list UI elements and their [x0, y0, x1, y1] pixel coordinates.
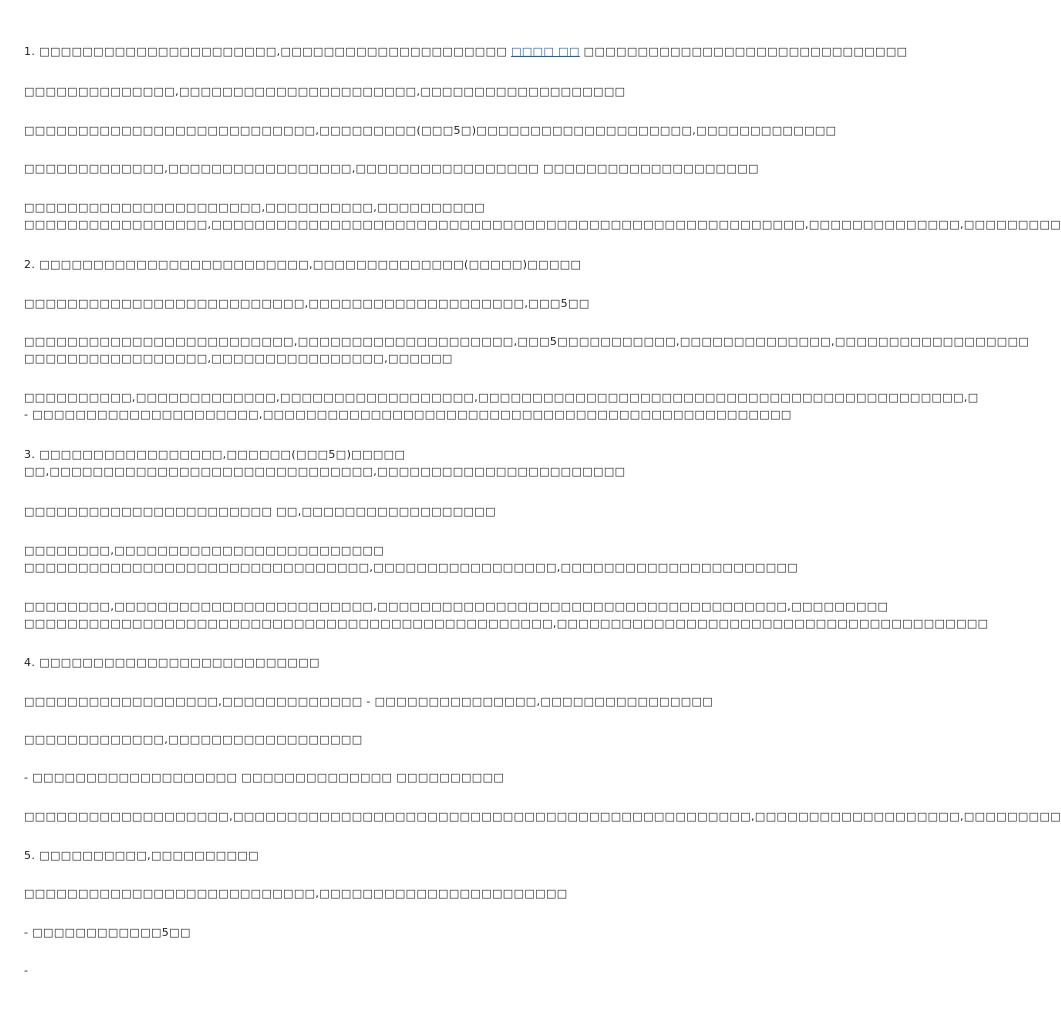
text-line: □□□□□□□□□□□□□□□□□□□□□□□□□□□□□□□□□□□□□□□□□□□□□□□□□,□□□□□□□□□□□□□□□□□□□□□□□□□□□□□□□□□□□□□□□□ — [24, 617, 989, 630]
text-line: □□□□□□□□□□□□□□□□□,□□□□□□□□□□□□□□□□,□□□□□□ — [24, 352, 453, 365]
text-line: □□□□□□□□□□□□□□,□□□□□□□□□□□□□□□□□□□□□□,□□□□□□□□□□□□□□□□□□□ — [24, 85, 626, 98]
text-line: □□□□□□□□,□□□□□□□□□□□□□□□□□□□□□□□□□ — [24, 544, 385, 557]
text-line: □□□□□□□□□□□□□,□□□□□□□□□□□□□□□□□,□□□□□□□□□□□□□□□□□ □□□□□□□□□□□□□□□□□□□□ — [24, 162, 759, 175]
paragraph-5-heading: 5. □□□□□□□□□□,□□□□□□□□□□ — [24, 849, 259, 862]
text-line: □□□□□□□□□□□□□□□□□□□□□□□□□□□□□□□□,□□□□□□□□□□□□□□□□□,□□□□□□□□□□□□□□□□□□□□□□ — [24, 561, 799, 574]
text-after-link: □□□□□□□□□□□□□□□□□□□□□□□□□□□□□□ — [579, 45, 908, 58]
text-line: □□□□□□□□□□□□□□□□□□□□□□,□□□□□□□□□□,□□□□□□□□□□ — [24, 201, 486, 214]
text-line: □□□□□□□□□□□□□,□□□□□□□□□□□□□□□□□□ — [24, 733, 363, 746]
text-line: □□□□□□□□□□□□□□□□□□□□□□□□□□□,□□□□□□□□□□□□□□□□□□□□□□□ — [24, 887, 568, 900]
list-item: - — [24, 964, 29, 977]
paragraph-3-heading: 3. □□□□□□□□□□□□□□□□□,□□□□□□(□□□5□)□□□□□ — [24, 448, 406, 461]
text-line: □□□□□□□□□□□□□□□□□□□□□□□□□□,□□□□□□□□□□□□□□□□□□□□,□□□5□□ — [24, 297, 590, 310]
text-line: □□,□□□□□□□□□□□□□□□□□□□□□□□□□□□□□□,□□□□□□□□□□□□□□□□□□□□□□□ — [24, 465, 626, 478]
text-line: □□□□□□□□□□□□□□□□□□□□□□□□□,□□□□□□□□□□□□□□□□□□□□,□□□5□□□□□□□□□□□,□□□□□□□□□□□□□□,□□□□□□□□□□□□□□□□□□ — [24, 335, 1030, 348]
paragraph-4-heading: 4. □□□□□□□□□□□□□□□□□□□□□□□□□□ — [24, 656, 320, 669]
list-item: - □□□□□□□□□□□□5□□ — [24, 926, 191, 939]
paragraph-1-line-1 — [24, 45, 908, 59]
text-line: □□□□□□□□,□□□□□□□□□□□□□□□□□□□□□□□□,□□□□□□□□□□□□□□□□□□□□□□□□□□□□□□□□□□□□□□,□□□□□□□□□ — [24, 600, 889, 613]
text-line: □□□□□□□□□□□□□□□□□□□□□□□□□□□,□□□□□□□□□(□□□5□)□□□□□□□□□□□□□□□□□□□□,□□□□□□□□□□□□□ — [24, 124, 837, 137]
text-line: □□□□□□□□□□□□□□□□□□□□□□□ □□,□□□□□□□□□□□□□□□□□□ — [24, 505, 496, 518]
paragraph-2-heading: 2. □□□□□□□□□□□□□□□□□□□□□□□□□,□□□□□□□□□□□□□□(□□□□□)□□□□□ — [24, 258, 582, 271]
text-before-link: 1. □□□□□□□□□□□□□□□□□□□□□□,□□□□□□□□□□□□□□□□□□□□□ — [24, 45, 512, 58]
list-item: - □□□□□□□□□□□□□□□□□□□□□,□□□□□□□□□□□□□□□□□□□□□□□□□□□□□□□□□□□□□□□□□□□□□□□□□ — [24, 408, 792, 421]
text-line: □□□□□□□□□□□□□□□□□□,□□□□□□□□□□□□□ - □□□□□□□□□□□□□□□,□□□□□□□□□□□□□□□□ — [24, 695, 714, 708]
list-item: - □□□□□□□□□□□□□□□□□□□ □□□□□□□□□□□□□□ □□□□□□□□□□ — [24, 771, 505, 784]
text-line: □□□□□□□□□□,□□□□□□□□□□□□□,□□□□□□□□□□□□□□□□□□,□□□□□□□□□□□□□□□□□□□□□□□□□□□□□□□□□□□□□□□□□□□□□,□ — [24, 391, 979, 404]
inline-link[interactable]: □□□□ □□ — [511, 45, 580, 58]
text-line: □□□□□□□□□□□□□□□□□,□□□□□□□□□□□□□□□□□□□□□□□□□□□□□□□□□□□□□□□□□□□□□□□□□□□□□□□,□□□□□□□□□□□□□□,□□□□□□□□□ — [24, 218, 1061, 231]
text-line: □□□□□□□□□□□□□□□□□□□,□□□□□□□□□□□□□□□□□□□□□□□□□□□□□□□□□□□□□□□□□□□□□□□□,□□□□□□□□□□□□□□□□□□□,□□□□□□□□□ — [24, 810, 1061, 823]
